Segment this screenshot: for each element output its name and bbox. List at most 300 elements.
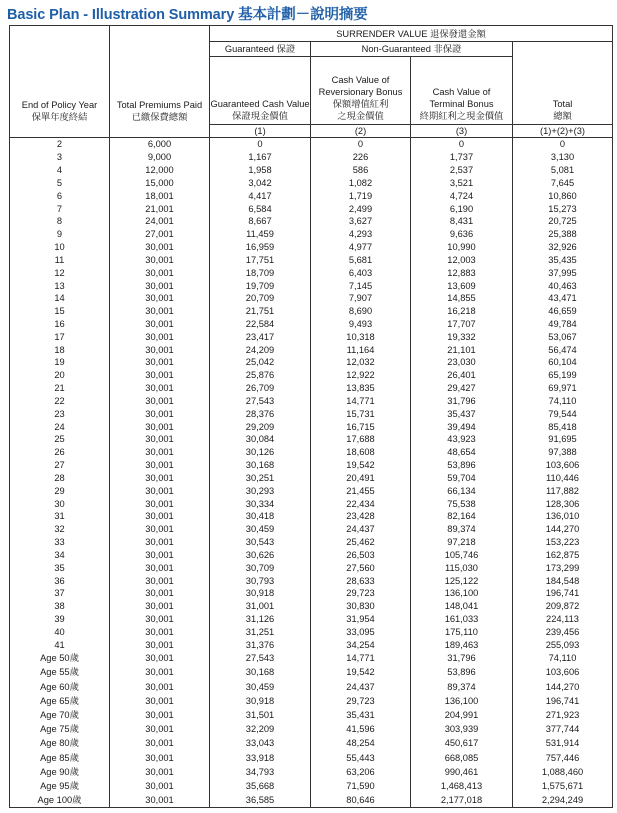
terminal-cell: 189,463	[411, 638, 513, 651]
reversionary-cell: 11,164	[311, 343, 411, 356]
premium-cell: 9,000	[110, 151, 210, 164]
total-cell: 173,299	[513, 561, 613, 574]
guaranteed-cell: 18,709	[210, 266, 311, 279]
non-guaranteed-header: Non-Guaranteed 非保證	[311, 42, 513, 57]
premium-cell: 30,001	[110, 625, 210, 638]
guaranteed-cell: 31,376	[210, 638, 311, 651]
premium-cell: 30,001	[110, 765, 210, 779]
guaranteed-cell: 30,418	[210, 510, 311, 523]
reversionary-cell: 48,254	[311, 736, 411, 750]
total-cell: 1,088,460	[513, 765, 613, 779]
premium-cell: 27,001	[110, 228, 210, 241]
table-row	[10, 318, 613, 331]
total-cell: 144,270	[513, 523, 613, 536]
year-cell: Age 70歲	[10, 708, 110, 722]
table-row	[10, 228, 613, 241]
table-row	[10, 472, 613, 485]
table-row	[10, 266, 613, 279]
reversionary-cell: 19,542	[311, 459, 411, 472]
total-cell: 196,741	[513, 694, 613, 708]
guaranteed-cell: 27,543	[210, 651, 311, 665]
guaranteed-cell: 1,958	[210, 164, 311, 177]
reversionary-cell: 6,403	[311, 266, 411, 279]
total-cell: 40,463	[513, 279, 613, 292]
guaranteed-cell: 31,001	[210, 600, 311, 613]
reversionary-cell: 80,646	[311, 793, 411, 808]
table-row	[10, 292, 613, 305]
year-cell: Age 55歲	[10, 665, 110, 679]
reversionary-cell: 21,455	[311, 484, 411, 497]
table-body	[10, 138, 613, 808]
total-cell: 35,435	[513, 253, 613, 266]
terminal-cell: 89,374	[411, 680, 513, 694]
terminal-bonus-header: Cash Value of Terminal Bonus 終期紅利之現金價值	[411, 57, 513, 125]
year-cell: 21	[10, 382, 110, 395]
guaranteed-cell: 28,376	[210, 407, 311, 420]
table-row	[10, 793, 613, 808]
terminal-cell: 43,923	[411, 433, 513, 446]
premium-cell: 30,001	[110, 736, 210, 750]
total-cell: 153,223	[513, 536, 613, 549]
year-cell: Age 65歲	[10, 694, 110, 708]
year-cell: 7	[10, 202, 110, 215]
guaranteed-cell: 25,042	[210, 356, 311, 369]
year-cell: 23	[10, 407, 110, 420]
reversionary-cell: 1,719	[311, 189, 411, 202]
reversionary-cell: 4,293	[311, 228, 411, 241]
guaranteed-cell: 30,709	[210, 561, 311, 574]
total-cell: 196,741	[513, 587, 613, 600]
terminal-cell: 990,461	[411, 765, 513, 779]
terminal-cell: 175,110	[411, 625, 513, 638]
reversionary-cell: 24,437	[311, 523, 411, 536]
reversionary-cell: 7,907	[311, 292, 411, 305]
premium-cell: 30,001	[110, 369, 210, 382]
reversionary-cell: 17,688	[311, 433, 411, 446]
reversionary-cell: 0	[311, 138, 411, 151]
table-row	[10, 382, 613, 395]
guaranteed-cell: 11,459	[210, 228, 311, 241]
table-row	[10, 561, 613, 574]
premium-cell: 6,000	[110, 138, 210, 151]
reversionary-cell: 18,608	[311, 446, 411, 459]
terminal-cell: 16,218	[411, 305, 513, 318]
premium-cell: 30,001	[110, 722, 210, 736]
year-cell: 9	[10, 228, 110, 241]
total-cell: 97,388	[513, 446, 613, 459]
terminal-cell: 1,737	[411, 151, 513, 164]
guaranteed-cell: 3,042	[210, 176, 311, 189]
guaranteed-cell: 23,417	[210, 330, 311, 343]
reversionary-cell: 1,082	[311, 176, 411, 189]
total-cell: 531,914	[513, 736, 613, 750]
terminal-cell: 12,883	[411, 266, 513, 279]
table-row	[10, 202, 613, 215]
total-cell: 74,110	[513, 395, 613, 408]
reversionary-cell: 29,723	[311, 587, 411, 600]
total-cell: 91,695	[513, 433, 613, 446]
reversionary-cell: 8,690	[311, 305, 411, 318]
year-cell: 5	[10, 176, 110, 189]
terminal-cell: 115,030	[411, 561, 513, 574]
premium-cell: 30,001	[110, 708, 210, 722]
table-row	[10, 779, 613, 793]
year-cell: 37	[10, 587, 110, 600]
guaranteed-cell: 35,668	[210, 779, 311, 793]
year-cell: 27	[10, 459, 110, 472]
year-cell: 40	[10, 625, 110, 638]
reversionary-cell: 15,731	[311, 407, 411, 420]
table-row	[10, 625, 613, 638]
reversionary-cell: 586	[311, 164, 411, 177]
total-cell: 136,010	[513, 510, 613, 523]
premium-col-number	[110, 125, 210, 138]
premium-cell: 30,001	[110, 356, 210, 369]
premium-cell: 30,001	[110, 420, 210, 433]
reversionary-cell: 14,771	[311, 651, 411, 665]
total-cell: 757,446	[513, 750, 613, 764]
year-cell: 8	[10, 215, 110, 228]
year-cell: 22	[10, 395, 110, 408]
year-cell: 13	[10, 279, 110, 292]
terminal-cell: 21,101	[411, 343, 513, 356]
table-row	[10, 549, 613, 562]
year-cell: 14	[10, 292, 110, 305]
guaranteed-cell: 16,959	[210, 241, 311, 254]
premium-cell: 30,001	[110, 241, 210, 254]
terminal-cell: 4,724	[411, 189, 513, 202]
reversionary-cell: 41,596	[311, 722, 411, 736]
table-row	[10, 459, 613, 472]
total-cell: 209,872	[513, 600, 613, 613]
terminal-cell: 10,990	[411, 241, 513, 254]
guaranteed-cell: 4,417	[210, 189, 311, 202]
illustration-summary-table	[9, 25, 613, 808]
year-cell: 31	[10, 510, 110, 523]
guaranteed-cell: 21,751	[210, 305, 311, 318]
total-cell: 60,104	[513, 356, 613, 369]
guaranteed-cell: 34,793	[210, 765, 311, 779]
total-cell: 224,113	[513, 613, 613, 626]
premium-cell: 30,001	[110, 305, 210, 318]
reversionary-cell: 28,633	[311, 574, 411, 587]
year-cell: 28	[10, 472, 110, 485]
guaranteed-cell: 32,209	[210, 722, 311, 736]
total-cell: 255,093	[513, 638, 613, 651]
terminal-cell: 125,122	[411, 574, 513, 587]
year-cell: 25	[10, 433, 110, 446]
table-row	[10, 395, 613, 408]
table-row	[10, 680, 613, 694]
premium-cell: 30,001	[110, 750, 210, 764]
year-cell: 36	[10, 574, 110, 587]
reversionary-cell: 2,499	[311, 202, 411, 215]
year-cell: 32	[10, 523, 110, 536]
premium-cell: 30,001	[110, 680, 210, 694]
guaranteed-cell: 33,043	[210, 736, 311, 750]
terminal-cell: 136,100	[411, 694, 513, 708]
premium-cell: 30,001	[110, 407, 210, 420]
terminal-cell: 8,431	[411, 215, 513, 228]
total-cell: 65,199	[513, 369, 613, 382]
premium-cell: 30,001	[110, 318, 210, 331]
terminal-cell: 148,041	[411, 600, 513, 613]
guaranteed-cell: 30,918	[210, 694, 311, 708]
premium-cell: 30,001	[110, 536, 210, 549]
reversionary-cell: 19,542	[311, 665, 411, 679]
premium-cell: 21,001	[110, 202, 210, 215]
table-row	[10, 651, 613, 665]
terminal-cell: 59,704	[411, 472, 513, 485]
premium-cell: 30,001	[110, 665, 210, 679]
terminal-cell: 53,896	[411, 665, 513, 679]
table-row	[10, 736, 613, 750]
reversionary-cell: 55,443	[311, 750, 411, 764]
total-cell: 377,744	[513, 722, 613, 736]
guaranteed-cell: 30,126	[210, 446, 311, 459]
guaranteed-cell: 26,709	[210, 382, 311, 395]
total-cell: 37,995	[513, 266, 613, 279]
year-cell: 11	[10, 253, 110, 266]
terminal-cell: 668,085	[411, 750, 513, 764]
year-cell: 41	[10, 638, 110, 651]
total-cell: 0	[513, 138, 613, 151]
year-cell: 18	[10, 343, 110, 356]
premium-cell: 30,001	[110, 600, 210, 613]
guaranteed-cell: 31,501	[210, 708, 311, 722]
terminal-cell: 136,100	[411, 587, 513, 600]
guaranteed-cash-value-header: Guaranteed Cash Value 保證現金價值	[210, 57, 311, 125]
total-cell: 7,645	[513, 176, 613, 189]
table-row	[10, 343, 613, 356]
reversionary-cell: 35,431	[311, 708, 411, 722]
col-number-2: (2)	[311, 125, 411, 138]
premium-cell: 30,001	[110, 523, 210, 536]
year-cell: 39	[10, 613, 110, 626]
premium-cell: 30,001	[110, 433, 210, 446]
premium-cell: 30,001	[110, 793, 210, 808]
year-cell: 4	[10, 164, 110, 177]
terminal-cell: 13,609	[411, 279, 513, 292]
premium-cell: 15,000	[110, 176, 210, 189]
premium-cell: 30,001	[110, 446, 210, 459]
premium-cell: 30,001	[110, 382, 210, 395]
table-row	[10, 215, 613, 228]
table-row	[10, 305, 613, 318]
terminal-cell: 14,855	[411, 292, 513, 305]
total-cell: 1,575,671	[513, 779, 613, 793]
table-row	[10, 600, 613, 613]
premiums-paid-header: Total Premiums Paid 已繳保費總額	[110, 26, 210, 125]
table-row	[10, 638, 613, 651]
year-cell: 33	[10, 536, 110, 549]
total-cell: 271,923	[513, 708, 613, 722]
reversionary-cell: 3,627	[311, 215, 411, 228]
year-cell: Age 95歲	[10, 779, 110, 793]
reversionary-cell: 10,318	[311, 330, 411, 343]
total-cell: 110,446	[513, 472, 613, 485]
guaranteed-cell: 36,585	[210, 793, 311, 808]
reversionary-cell: 12,032	[311, 356, 411, 369]
year-cell: 6	[10, 189, 110, 202]
reversionary-cell: 30,830	[311, 600, 411, 613]
reversionary-cell: 226	[311, 151, 411, 164]
terminal-cell: 66,134	[411, 484, 513, 497]
year-cell: 16	[10, 318, 110, 331]
total-cell: 49,784	[513, 318, 613, 331]
guaranteed-cell: 33,918	[210, 750, 311, 764]
guaranteed-cell: 30,293	[210, 484, 311, 497]
total-cell: 128,306	[513, 497, 613, 510]
terminal-cell: 3,521	[411, 176, 513, 189]
total-cell: 162,875	[513, 549, 613, 562]
guaranteed-cell: 31,126	[210, 613, 311, 626]
total-cell: 15,273	[513, 202, 613, 215]
reversionary-cell: 9,493	[311, 318, 411, 331]
terminal-cell: 9,636	[411, 228, 513, 241]
table-row	[10, 151, 613, 164]
page-title: Basic Plan - Illustration Summary 基本計劃－說明摘要	[7, 7, 368, 23]
table-row	[10, 420, 613, 433]
guaranteed-cell: 8,667	[210, 215, 311, 228]
total-cell: 69,971	[513, 382, 613, 395]
year-cell: 19	[10, 356, 110, 369]
year-cell: Age 75歲	[10, 722, 110, 736]
table-row	[10, 407, 613, 420]
guaranteed-cell: 30,459	[210, 523, 311, 536]
table-row	[10, 536, 613, 549]
reversionary-cell: 71,590	[311, 779, 411, 793]
total-cell: 79,544	[513, 407, 613, 420]
total-cell: 46,659	[513, 305, 613, 318]
premium-cell: 30,001	[110, 292, 210, 305]
table-row	[10, 765, 613, 779]
terminal-cell: 48,654	[411, 446, 513, 459]
table-row	[10, 164, 613, 177]
terminal-cell: 2,177,018	[411, 793, 513, 808]
table-row	[10, 253, 613, 266]
guaranteed-cell: 1,167	[210, 151, 311, 164]
reversionary-cell: 22,434	[311, 497, 411, 510]
surrender-value-header: SURRENDER VALUE 退保發還金額	[210, 26, 613, 42]
premium-cell: 30,001	[110, 472, 210, 485]
guaranteed-cell: 20,709	[210, 292, 311, 305]
premium-cell: 30,001	[110, 395, 210, 408]
col-number-3: (3)	[411, 125, 513, 138]
table-row	[10, 722, 613, 736]
guaranteed-cell: 30,251	[210, 472, 311, 485]
terminal-cell: 2,537	[411, 164, 513, 177]
table-row	[10, 708, 613, 722]
terminal-cell: 53,896	[411, 459, 513, 472]
guaranteed-cell: 30,168	[210, 665, 311, 679]
table-row	[10, 497, 613, 510]
total-cell: 56,474	[513, 343, 613, 356]
year-cell: Age 60歲	[10, 680, 110, 694]
guaranteed-header: Guaranteed 保證	[210, 42, 311, 57]
table-row	[10, 356, 613, 369]
premium-cell: 24,001	[110, 215, 210, 228]
guaranteed-cell: 30,793	[210, 574, 311, 587]
year-cell: 24	[10, 420, 110, 433]
reversionary-cell: 12,922	[311, 369, 411, 382]
reversionary-cell: 25,462	[311, 536, 411, 549]
premium-cell: 30,001	[110, 779, 210, 793]
reversionary-cell: 20,491	[311, 472, 411, 485]
guaranteed-cell: 24,209	[210, 343, 311, 356]
terminal-cell: 6,190	[411, 202, 513, 215]
premium-cell: 30,001	[110, 459, 210, 472]
total-cell: 43,471	[513, 292, 613, 305]
year-cell: 17	[10, 330, 110, 343]
terminal-cell: 303,939	[411, 722, 513, 736]
reversionary-cell: 29,723	[311, 694, 411, 708]
terminal-cell: 19,332	[411, 330, 513, 343]
year-cell: 30	[10, 497, 110, 510]
terminal-cell: 29,427	[411, 382, 513, 395]
guaranteed-cell: 29,209	[210, 420, 311, 433]
table-row	[10, 574, 613, 587]
guaranteed-cell: 30,168	[210, 459, 311, 472]
terminal-cell: 89,374	[411, 523, 513, 536]
table-row	[10, 138, 613, 151]
reversionary-bonus-header: Cash Value of Reversionary Bonus 保額增值紅利 之現金價值	[311, 57, 411, 125]
guaranteed-cell: 17,751	[210, 253, 311, 266]
year-cell: 2	[10, 138, 110, 151]
table-row	[10, 176, 613, 189]
total-cell: 53,067	[513, 330, 613, 343]
terminal-cell: 12,003	[411, 253, 513, 266]
terminal-cell: 31,796	[411, 395, 513, 408]
table-row	[10, 523, 613, 536]
premium-cell: 30,001	[110, 651, 210, 665]
reversionary-cell: 16,715	[311, 420, 411, 433]
terminal-cell: 26,401	[411, 369, 513, 382]
table-row	[10, 446, 613, 459]
total-cell: 184,548	[513, 574, 613, 587]
premium-cell: 18,001	[110, 189, 210, 202]
total-cell: 10,860	[513, 189, 613, 202]
year-cell: Age 80歲	[10, 736, 110, 750]
table-row	[10, 665, 613, 679]
total-cell: 117,882	[513, 484, 613, 497]
total-cell: 25,388	[513, 228, 613, 241]
col-number-total: (1)+(2)+(3)	[513, 125, 613, 138]
terminal-cell: 204,991	[411, 708, 513, 722]
premium-cell: 30,001	[110, 510, 210, 523]
reversionary-cell: 27,560	[311, 561, 411, 574]
total-header: Total 總額	[513, 42, 613, 125]
reversionary-cell: 31,954	[311, 613, 411, 626]
table-row	[10, 369, 613, 382]
terminal-cell: 97,218	[411, 536, 513, 549]
terminal-cell: 82,164	[411, 510, 513, 523]
terminal-cell: 75,538	[411, 497, 513, 510]
reversionary-cell: 34,254	[311, 638, 411, 651]
reversionary-cell: 4,977	[311, 241, 411, 254]
year-cell: Age 100歲	[10, 793, 110, 808]
terminal-cell: 161,033	[411, 613, 513, 626]
total-cell: 103,606	[513, 459, 613, 472]
year-cell: 38	[10, 600, 110, 613]
total-cell: 20,725	[513, 215, 613, 228]
guaranteed-cell: 0	[210, 138, 311, 151]
guaranteed-cell: 30,918	[210, 587, 311, 600]
terminal-cell: 1,468,413	[411, 779, 513, 793]
terminal-cell: 0	[411, 138, 513, 151]
premium-cell: 30,001	[110, 343, 210, 356]
year-cell: 10	[10, 241, 110, 254]
